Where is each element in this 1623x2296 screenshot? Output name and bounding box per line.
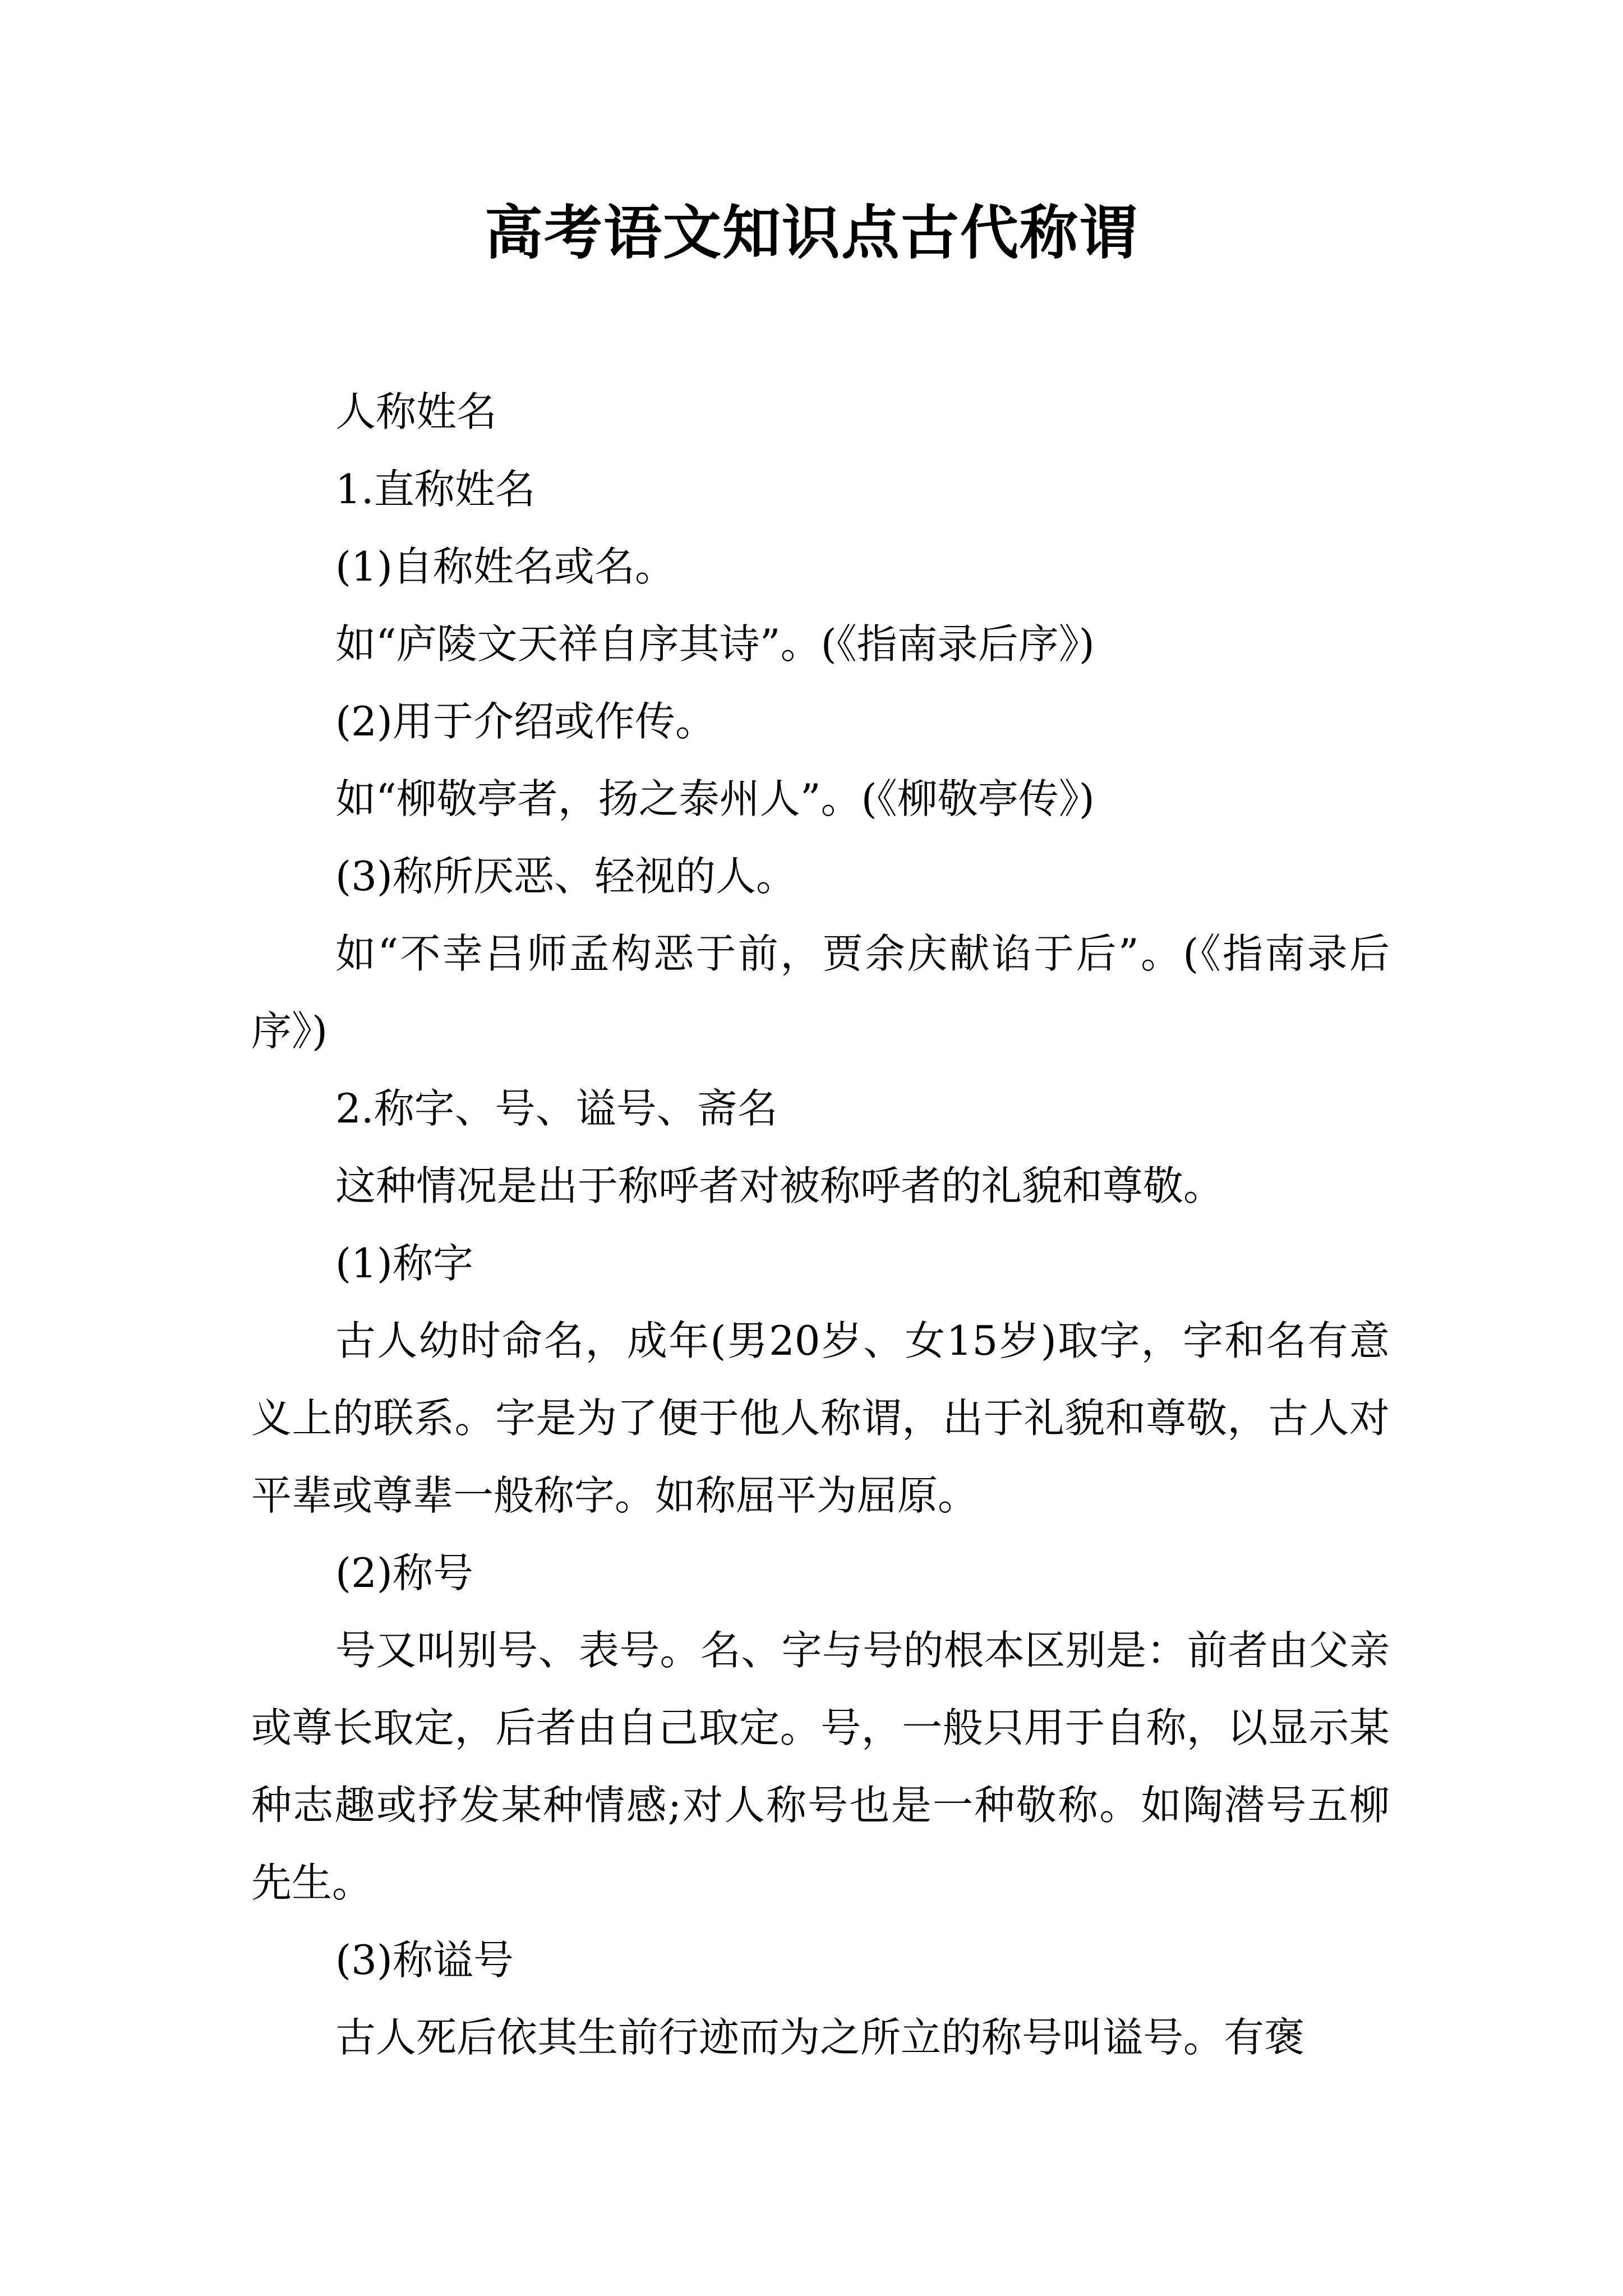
body-paragraph: 古人死后依其生前行迹而为之所立的称号叫谥号。有褒 bbox=[335, 2014, 1305, 2061]
document-title: 高考语文知识点古代称谓 bbox=[484, 198, 1138, 267]
list-item: (3)称谥号 bbox=[335, 1936, 514, 1984]
body-paragraph: 古人幼时命名，成年(男20岁、女15岁)取字，字和名有意义上的联系。字是为了便于他人称谓，出于礼貌和尊敬，古人对平辈或尊辈一般称字。如称屈平为屈原。 bbox=[251, 1317, 1390, 1519]
list-item: (1)称字 bbox=[335, 1240, 473, 1287]
subsection-heading: 1.直称姓名 bbox=[335, 466, 536, 513]
list-item: (2)称号 bbox=[335, 1549, 473, 1596]
document-body bbox=[251, 373, 1390, 2076]
list-item: (3)称所厌恶、轻视的人。 bbox=[335, 853, 796, 900]
list-item: (2)用于介绍或作传。 bbox=[335, 698, 716, 745]
list-item: (1)自称姓名或名。 bbox=[335, 543, 675, 590]
example-line: 如“庐陵文天祥自序其诗”。(《指南录后序》) bbox=[335, 620, 1095, 668]
body-paragraph: 这种情况是出于称呼者对被称呼者的礼貌和尊敬。 bbox=[335, 1162, 1224, 1209]
section-heading: 人称姓名 bbox=[335, 388, 497, 435]
subsection-heading: 2.称字、号、谥号、斋名 bbox=[335, 1085, 778, 1132]
example-line: 如“不幸吕师孟构恶于前，贾余庆献谄于后”。(《指南录后序》) bbox=[251, 930, 1390, 1055]
body-paragraph: 号又叫别号、表号。名、字与号的根本区别是：前者由父亲或尊长取定，后者由自己取定。号，一般只用于自称，以显示某种志趣或抒发某种情感;对人称号也是一种敬称。如陶潜号五柳先生。 bbox=[251, 1627, 1390, 1906]
example-line: 如“柳敬亭者，扬之泰州人”。(《柳敬亭传》) bbox=[335, 775, 1095, 822]
